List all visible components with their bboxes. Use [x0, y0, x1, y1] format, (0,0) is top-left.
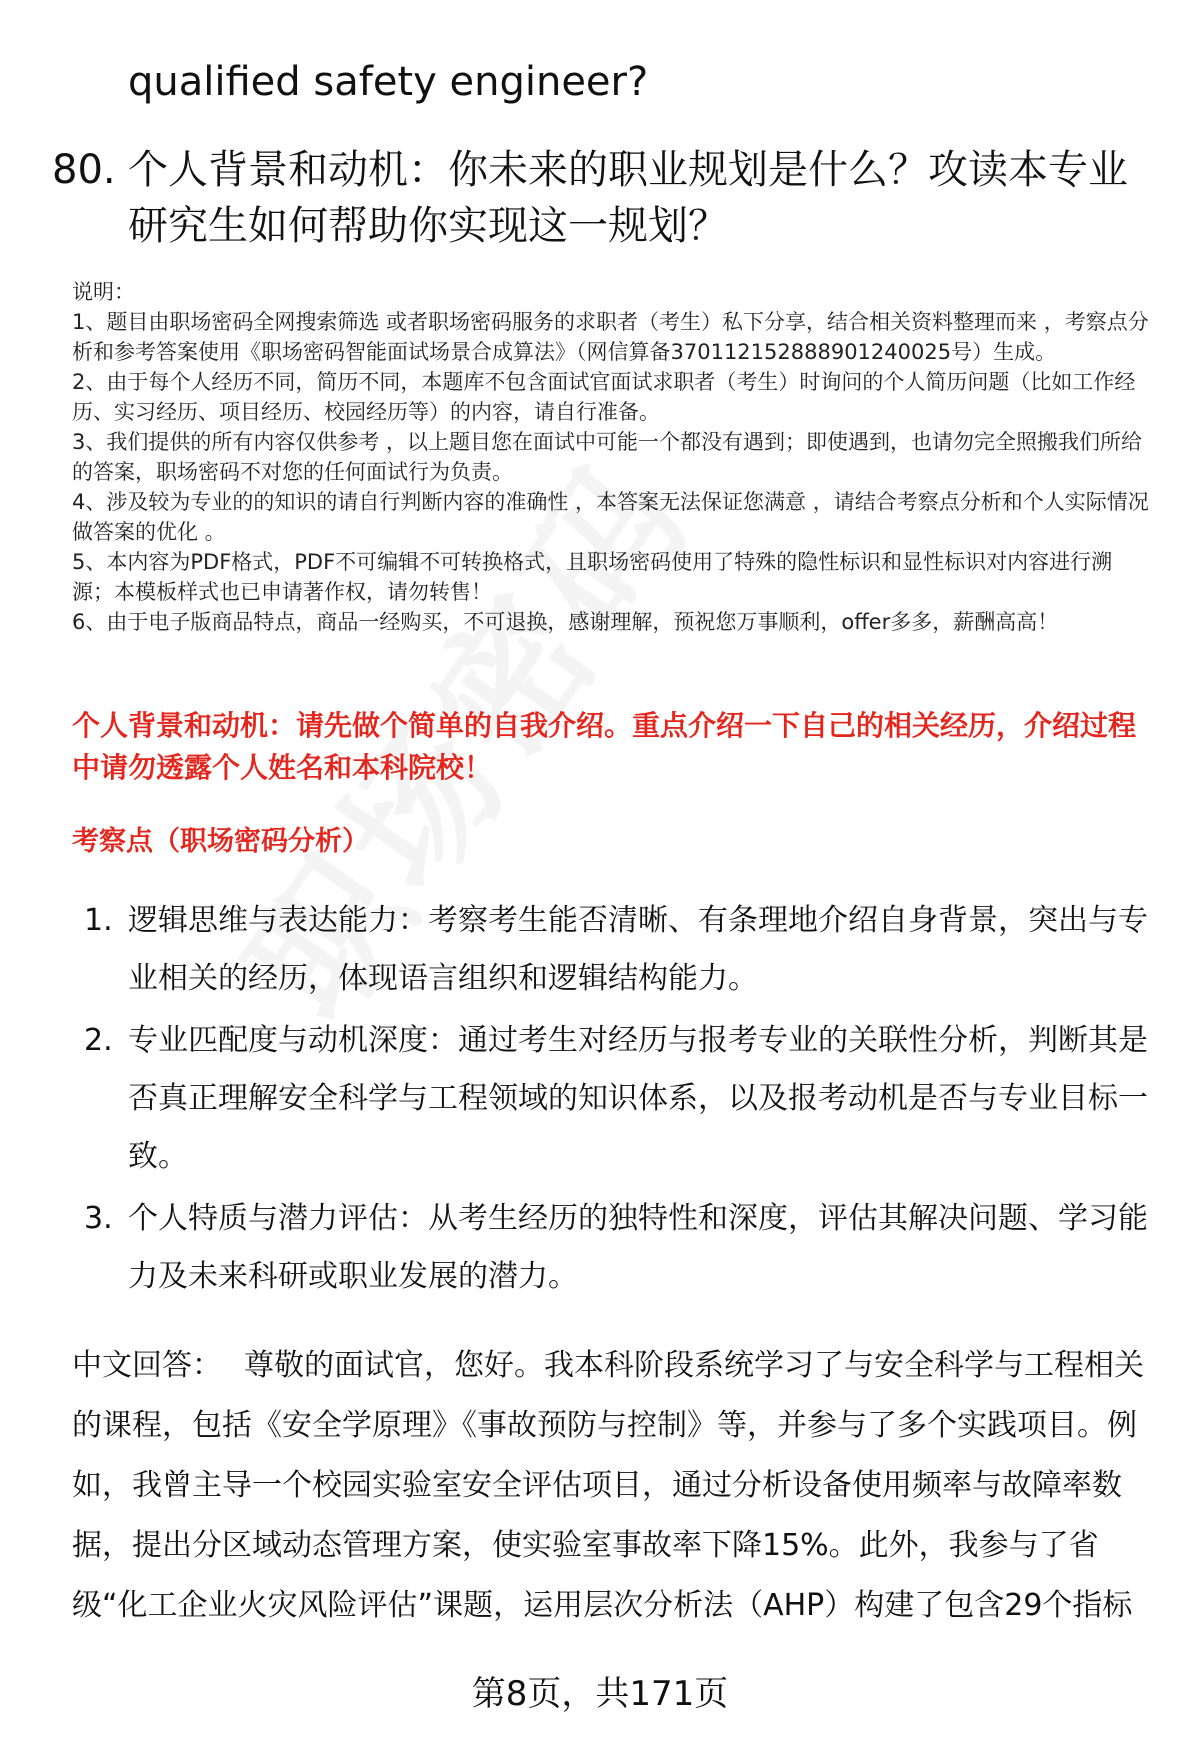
- assessment-points-list: [84, 892, 1164, 1310]
- answer-text: 尊敬的面试官，您好。我本科阶段系统学习了与安全科学与工程相关的课程，包括《安全学原理》《事故预防与控制》等，并参与了多个实践项目。例如，我曾主导一个校园实验室安全评估项目，通过分析设备使用频率与故障率数据，提出分区域动态管理方案，使实验室事故率下降15%。此外，我参与了省级“化工企业火灾风险评估”课题，运用层次分析法（AHP）构建了包含29个指标: [72, 1348, 1144, 1623]
- assessment-points-heading: 考察点（职场密码分析）: [72, 826, 369, 857]
- page-footer: 第8页，共171页: [471, 1674, 729, 1714]
- point-text: 专业匹配度与动机深度：通过考生对经历与报考专业的关联性分析，判断其是否真正理解安全科学与工程领域的知识体系，以及报考动机是否与专业目标一致。: [128, 1023, 1148, 1174]
- point-number: 1.: [84, 903, 113, 938]
- note-item: 3、我们提供的所有内容仅供参考 ，以上题目您在面试中可能一个都没有遇到；即使遇到，也请勿完全照搬我们所给的答案，职场密码不对您的任何面试行为负责。: [72, 430, 1143, 484]
- point-text: 逻辑思维与表达能力：考察考生能否清晰、有条理地介绍自身背景，突出与专业相关的经历，体现语言组织和逻辑结构能力。: [128, 903, 1148, 996]
- point-number: 3.: [84, 1201, 113, 1236]
- assessment-point: [84, 1012, 1164, 1186]
- previous-question-tail: qualified safety engineer?: [128, 59, 649, 105]
- assessment-point: [84, 1190, 1164, 1306]
- chinese-answer: [72, 1336, 1162, 1636]
- self-introduction-heading: 个人背景和动机：请先做个简单的自我介绍。重点介绍一下自己的相关经历，介绍过程中请勿透露个人姓名和本科院校！: [72, 709, 1137, 784]
- note-item: 5、本内容为PDF格式，PDF不可编辑不可转换格式，且职场密码使用了特殊的隐性标识和显性标识对内容进行溯源；本模板样式也已申请著作权，请勿转售！: [72, 550, 1113, 604]
- question-text: 个人背景和动机：你未来的职业规划是什么？攻读本专业研究生如何帮助你实现这一规划？: [128, 147, 1128, 249]
- note-item: 4、涉及较为专业的的知识的请自行判断内容的准确性 ，本答案无法保证您满意 ，请结合考察点分析和个人实际情况做答案的优化 。: [72, 490, 1149, 544]
- question-number: 80.: [52, 147, 116, 193]
- note-item: 2、由于每个人经历不同，简历不同，本题库不包含面试官面试求职者（考生）时询问的个人简历问题（比如工作经历、实习经历、项目经历、校园经历等）的内容，请自行准备。: [72, 370, 1136, 424]
- notes-title: 说明：: [72, 280, 135, 304]
- note-item: 1、题目由职场密码全网搜索筛选 或者职场密码服务的求职者（考生）私下分享，结合相关资料整理而来 ，考察点分析和参考答案使用《职场密码智能面试场景合成算法》（网信算备370112152888901240025号）生成。: [72, 310, 1149, 364]
- point-number: 2.: [84, 1023, 113, 1058]
- note-item: 6、由于电子版商品特点，商品一经购买，不可退换，感谢理解，预祝您万事顺利，offer多多，薪酬高高！: [72, 610, 1059, 634]
- answer-label: 中文回答：: [72, 1348, 222, 1383]
- notes-section: [72, 277, 1152, 637]
- assessment-point: [84, 892, 1164, 1008]
- question-80: [52, 142, 1162, 254]
- point-text: 个人特质与潜力评估：从考生经历的独特性和深度，评估其解决问题、学习能力及未来科研或职业发展的潜力。: [128, 1201, 1148, 1294]
